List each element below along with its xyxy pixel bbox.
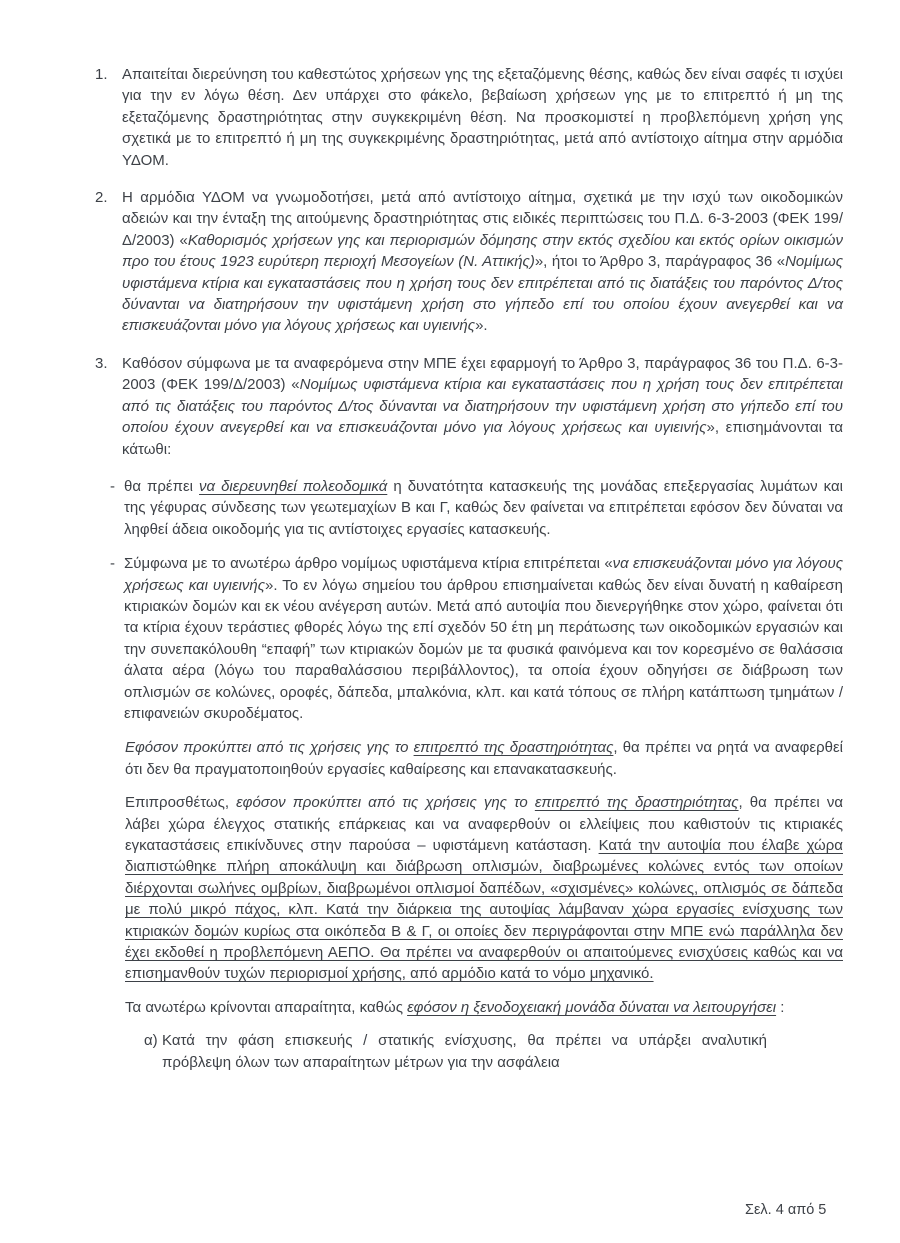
text-run: », ήτοι το Άρθρο 3, παράγραφος 36 « — [534, 253, 786, 271]
text-run: Κατά την αυτοψία που έλαβε χώρα διαπιστώθηκε πλήρη αποκάλυψη και διάβρωση οπλισμών, διαβρωμένες κολώνες εντός των οποίων διέρχονται σωλήνες ομβρίων, διαβρωμένοι οπλισμοί δαπέδων, «σχισμένες» κολώνες, οπλισμός σε δάπεδα με πολύ μικρό πάχος, κλπ. Κατά την διάρκεια της αυτοψίας λάμβαναν χώρα εργασίες ενίσχυσης των κτιριακών δομών κυρίως στα οικόπεδα Β & Γ, οι οποίες δεν περιγράφονται στην ΜΠΕ ενώ παράλληλα δεν έχει εκδοθεί η προβλεπόμενη ΑΕΠΟ. Θα πρέπει να αναφερθούν οι απαιτούμενες ενισχύσεις καθώς και να επισημανθούν τυχών περιορισμοί χρήσης, από αρμόδιο κατά το νόμο μηχανικό. — [125, 837, 843, 983]
sub-item-alpha — [144, 1030, 767, 1073]
text-run: Σύμφωνα με το ανωτέρω άρθρο νομίμως υφιστάμενα κτίρια επιτρέπεται « — [124, 555, 613, 573]
text-run: », επισημάνονται τα κάτωθι: — [122, 419, 843, 458]
text-run: Καθόσον σύμφωνα με τα αναφερόμενα στην ΜΠΕ έχει εφαρμογή το Άρθρο 3, παράγραφος 36 του Π.Δ. 6-3-2003 (ΦΕΚ 199/Δ/2003) « — [122, 354, 843, 394]
text-run: Νομίμως υφιστάμενα κτίρια και εγκαταστάσεις που η χρήση τους δεν επιτρέπεται από τις διατάξεις του παρόντος Δ/τος δύνανται να διατηρήσουν την υφιστάμενη χρήση στο γήπεδο επί του οποίου έχουν ανεγερθεί και να επισκευάζονται μόνο για λόγους χρήσεως και υγιεινής — [122, 253, 843, 335]
text-run: επιτρεπτό της δραστηριότητας — [534, 794, 739, 812]
text-run: Κατά την φάση επισκευής / στατικής ενίσχυσης, θα πρέπει να υπάρξει αναλυτική πρόβλεψη όλων των απαραίτητων μέτρων για την ασφάλεια — [162, 1032, 767, 1071]
text-body — [122, 353, 843, 460]
text-run: : — [776, 998, 785, 1016]
text-run: Εφόσον προκύπτει από τις χρήσεις γης το — [125, 739, 414, 757]
text-run: Η αρμόδια ΥΔΟΜ να γνωμοδοτήσει, μετά από αντίστοιχο αίτημα, σχετικά με την ισχύ των οικοδομικών αδειών και την ένταξη της αιτούμενης δραστηριότητας στις ειδικές περιπτώσεις του Π.Δ. 6-3-2003 (ΦΕΚ 199/Δ/2003) « — [122, 189, 843, 249]
list-marker: - — [110, 555, 115, 573]
bullet-item-1 — [110, 476, 843, 540]
paragraph-efoson — [125, 737, 843, 780]
text-run: Καθορισμός χρήσεων γης και περιορισμών δόμησης στην εκτός σχεδίου και εκτός ορίων οικισμών προ του έτους 1923 ευρύτερη περιοχή Μεσογείων (Ν. Αττικής) — [122, 231, 843, 271]
bullet-item-2 — [110, 553, 843, 724]
list-marker: 1. — [95, 66, 108, 83]
text-run: Νομίμως υφιστάμενα κτίρια και εγκαταστάσεις που η χρήση τους δεν επιτρέπεται από τις διατάξεις του παρόντος Δ/τος δύνανται να διατηρήσουν την υφιστάμενη χρήση στο γήπεδο επί του οποίου έχουν ανεγερθεί και να επισκευάζονται μόνο για λόγους χρήσεως και υγιεινής — [122, 376, 843, 437]
list-item-2 — [95, 187, 843, 337]
text-body — [122, 64, 843, 171]
list-item-3 — [95, 353, 843, 460]
text-run: ». — [475, 317, 488, 335]
text-run: , θα πρέπει να ρητά να αναφερθεί ότι δεν θα πραγματοποιηθούν εργασίες καθαίρεσης και επανακατασκευής. — [125, 739, 843, 778]
text-run: εφόσον προκύπτει από τις χρήσεις γης το — [236, 794, 535, 812]
text-body — [124, 553, 843, 724]
text-body — [162, 1030, 767, 1073]
text-run: να επισκευάζονται μόνο για λόγους χρήσεως και υγιεινής — [124, 555, 844, 594]
text-body — [125, 999, 784, 1016]
text-body — [125, 794, 843, 982]
text-run: η δυνατότητα κατασκευής της μονάδας επεξεργασίας λυμάτων και της γέφυρας σύνδεσης των γεωτεμαχίων Β και Γ, καθώς δεν φαίνεται να επιτρέπεται εφόσον δεν δύναται να ληφθεί άδεια οικοδομής για τις αντίστοιχες εργασίες κατασκευής. — [124, 477, 843, 538]
text-body — [122, 187, 843, 337]
list-marker: 2. — [95, 189, 108, 207]
text-run: Επιπροσθέτως, — [125, 794, 237, 812]
text-body — [125, 739, 843, 777]
text-run: να διερευνηθεί πολεοδομικά — [199, 477, 388, 495]
paragraph-ta-anotero — [125, 997, 843, 1018]
text-run: ». Το εν λόγω σημείου του άρθρου επισημαίνεται καθώς δεν είναι δυνατή η καθαίρεση κτιριακών δομών και εκ νέου ανέγερση αυτών. Μετά από αυτοψία που διενεργήθηκε στον χώρο, φαίνεται ότι τα κτίρια έχουν τεράστιες φθορές λόγω της επί σχεδόν 50 έτη μη περάτωσης των οικοδομικών εργασιών και την συνεπακόλουθη “επαφή” των κτιριακών δομών με τα φυσικά φαινόμενα και τον κορεσμένο σε θαλάσσια άλατα αέρα (λόγω του παραθαλάσσιου περιβάλλοντος), τα οποία έχουν οδηγήσει σε διάβρωση των οπλισμών σε κολώνες, οροφές, δάπεδα, μπαλκόνια, κλπ. και κατά τόπους σε πλήρη κατάπτωση τμημάτων / επιφανειών σκυροδέματος. — [124, 576, 843, 722]
text-run: Τα ανωτέρω κρίνονται απαραίτητα, καθώς — [125, 998, 408, 1016]
text-body — [124, 476, 843, 540]
document-content — [95, 64, 843, 1085]
list-item-1 — [95, 64, 843, 171]
text-run: Απαιτείται διερεύνηση του καθεστώτος χρήσεων γης της εξεταζόμενης θέσης, καθώς δεν είναι σαφές τι ισχύει για την εν λόγω θέση. Δεν υπάρχει στο φάκελο, βεβαίωση χρήσεων γης με το επιτρεπτό ή μη της εξεταζόμενης δραστηριότητας στην συγκεκριμένη θέση. Να προσκομιστεί η προβλεπόμενη χρήση γης σχετικά με το επιτρεπτό ή μη της συγκεκριμένης δραστηριότητας, μετά από αντίστοιχο αίτημα στην αρμόδια ΥΔΟΜ. — [122, 66, 843, 169]
list-marker: α) — [144, 1032, 158, 1050]
list-marker: 3. — [95, 354, 108, 372]
text-run: θα πρέπει — [124, 477, 200, 495]
list-marker: - — [110, 477, 115, 495]
paragraph-epiprosthetos — [125, 792, 843, 985]
page-number: Σελ. 4 από 5 — [745, 1202, 827, 1218]
text-run: , θα πρέπει να λάβει χώρα έλεγχος στατικής επάρκειας και να αναφερθούν οι ελλείψεις που καθιστούν τις κτιριακές εγκαταστάσεις επικίνδυνες στην παρούσα – υφιστάμενη κατάσταση. — [125, 794, 843, 854]
text-run: επιτρεπτό της δραστηριότητας — [413, 739, 614, 757]
text-run: εφόσον η ξενοδοχειακή μονάδα δύναται να λειτουργήσει — [407, 998, 777, 1016]
